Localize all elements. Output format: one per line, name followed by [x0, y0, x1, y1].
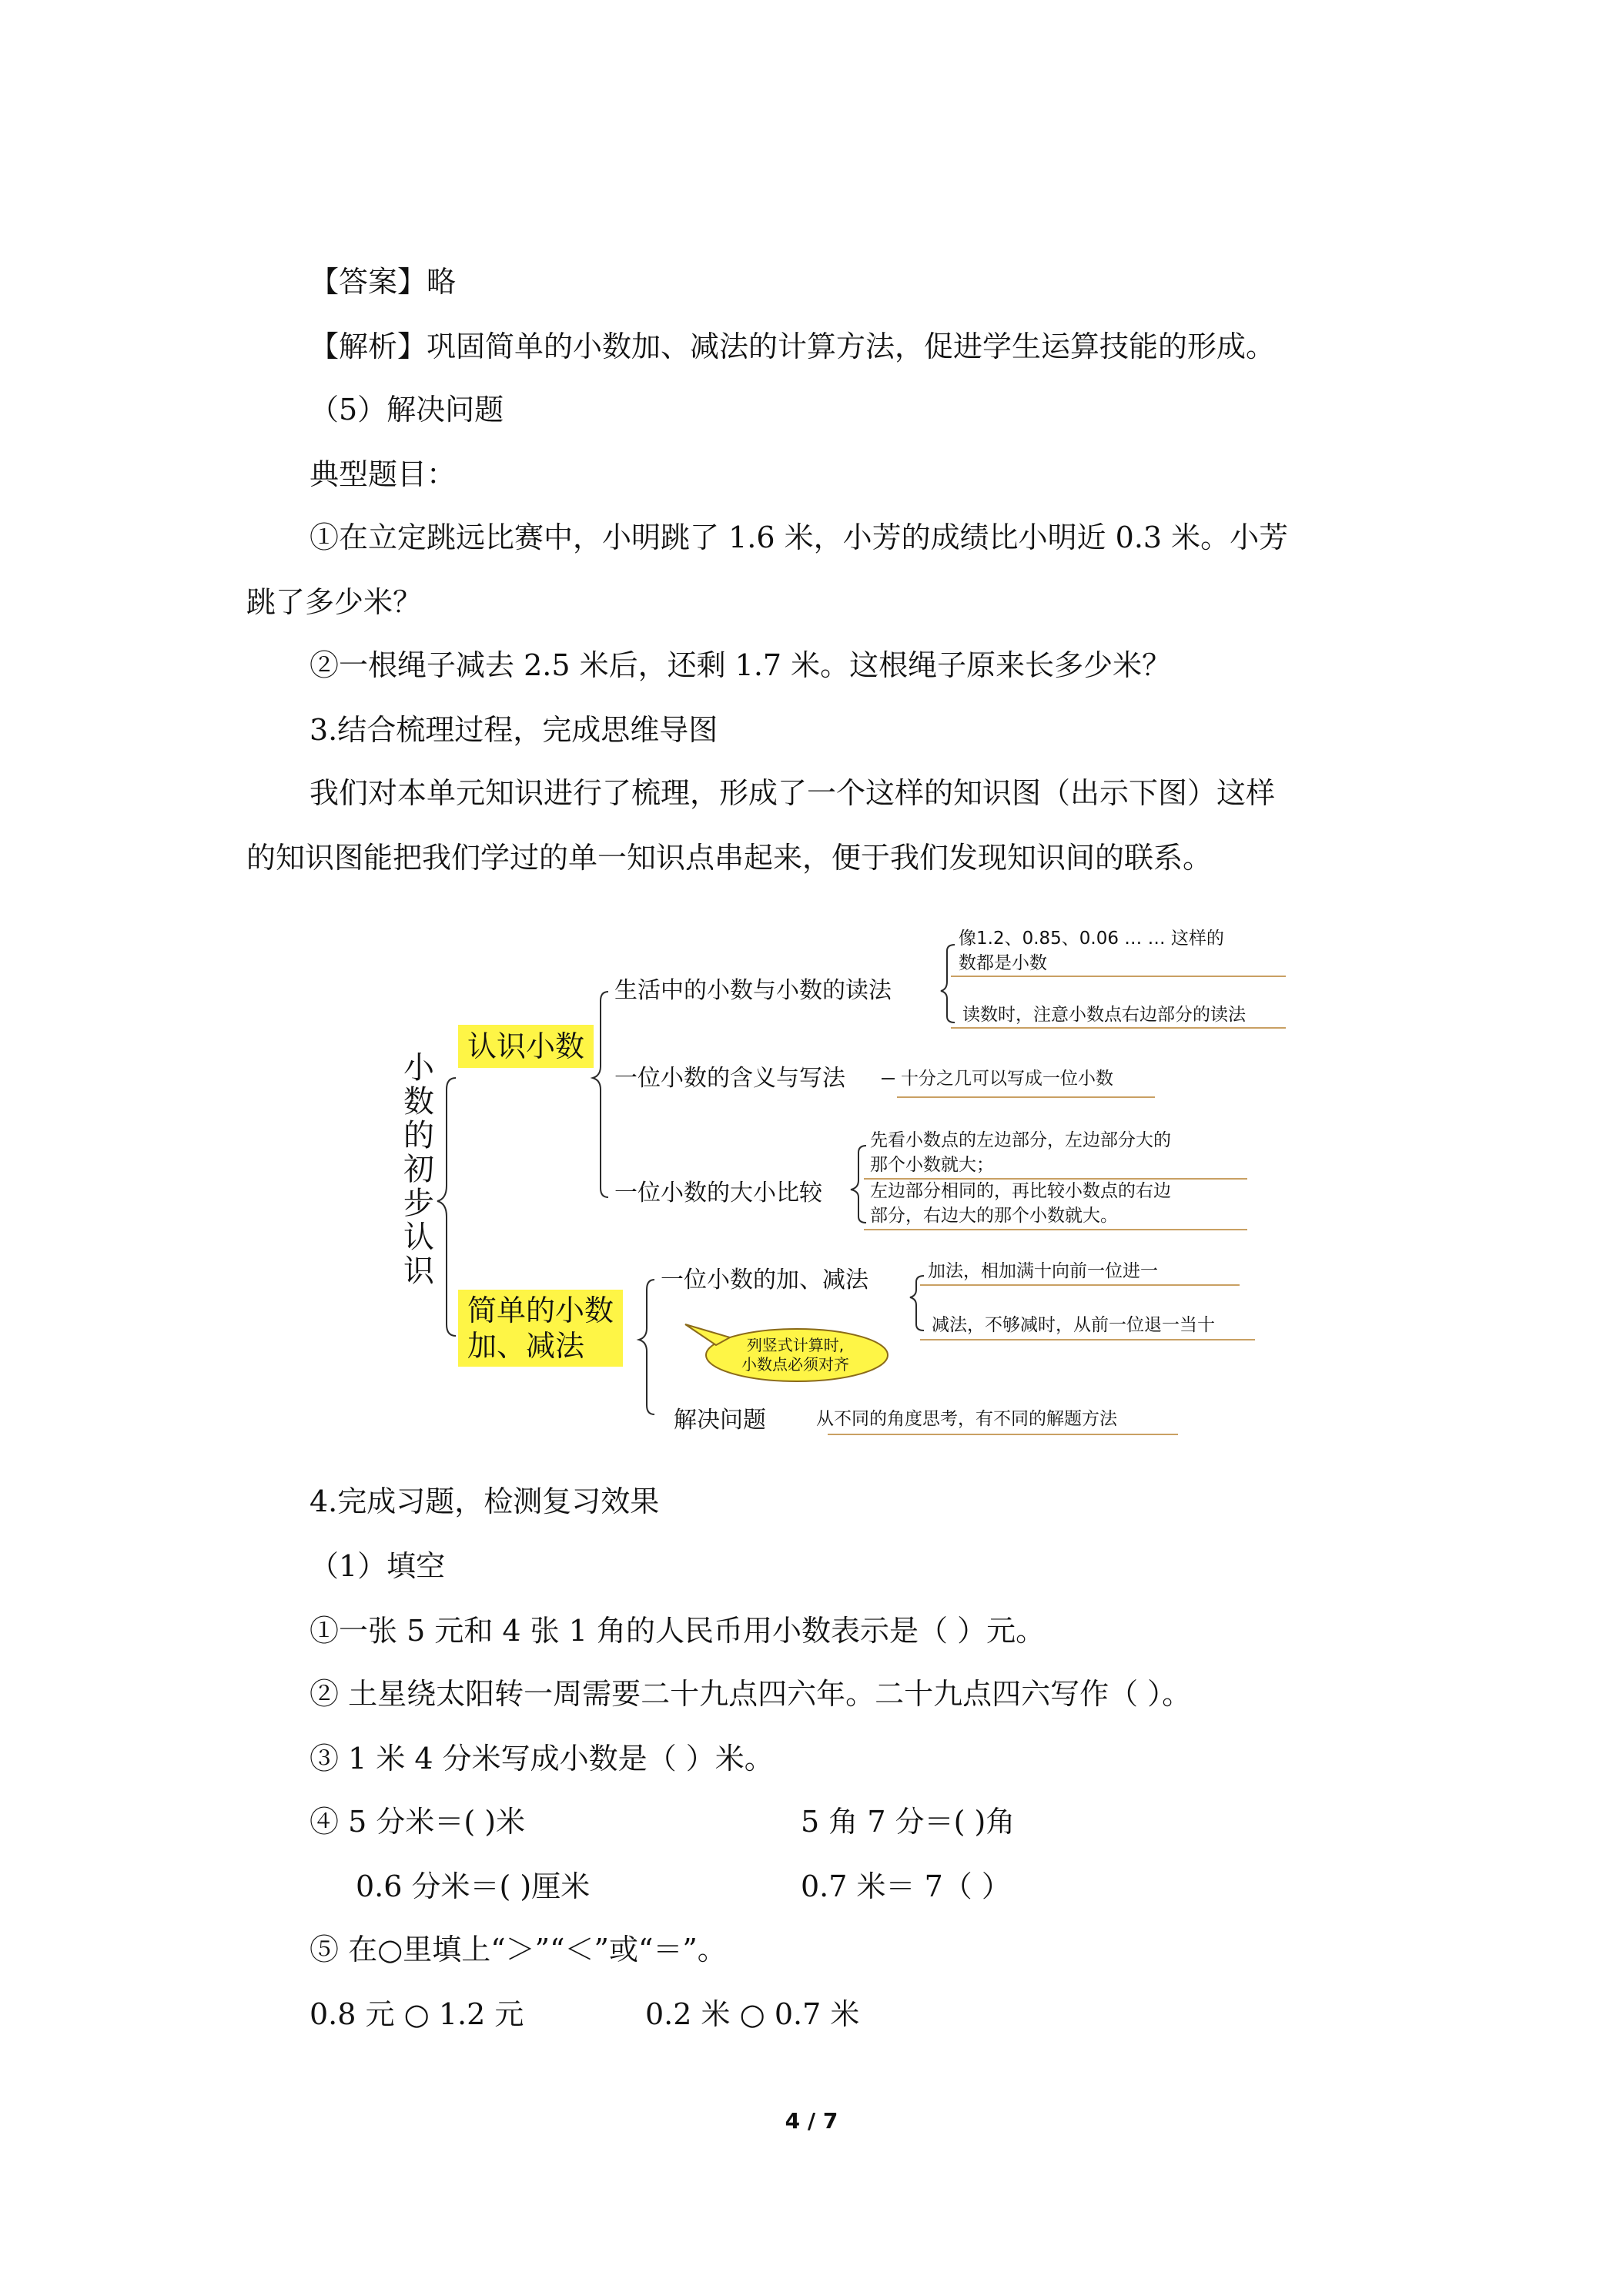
exercise-q2: ② 土星绕太阳转一周需要二十九点四六年。二十九点四六写作（ ）。 — [310, 1677, 1192, 1711]
section-heading: （5）解决问题 — [310, 393, 504, 427]
question-1-line-2: 跳了多少米？ — [246, 585, 423, 619]
branch-1-sub-1-leaf-1b: 数都是小数 — [959, 953, 1047, 973]
bubble-line-1: 列竖式计算时, — [746, 1336, 845, 1354]
step-4-heading: 4.完成习题，检测复习效果 — [310, 1484, 660, 1518]
branch-2-sub-2-leaf-1: 从不同的角度思考，有不同的解题方法 — [816, 1409, 1117, 1429]
exercise-q4b: 5 角 7 分＝( )角 — [801, 1805, 1016, 1839]
answer-line: 【答案】略 — [310, 265, 457, 299]
branch-2-sub-2: 解决问题 — [674, 1407, 766, 1434]
question-2: ②一根绳子减去 2.5 米后，还剩 1.7 米。这根绳子原来长多少米？ — [310, 648, 1172, 682]
branch-1-sub-3-leaf-2a: 左边部分相同的，再比较小数点的右边 — [870, 1181, 1171, 1201]
page-number: 4 / 7 — [785, 2108, 838, 2134]
exercise-q4a: ④ 5 分米＝( )米 — [310, 1805, 526, 1839]
question-1-line-1: ①在立定跳远比赛中，小明跳了 1.6 米，小芳的成绩比小明近 0.3 米。小芳 — [310, 520, 1289, 554]
fill-in-heading: （1）填空 — [310, 1549, 446, 1583]
bubble-line-2: 小数点必须对齐 — [741, 1355, 849, 1374]
branch-1-sub-3-leaf-1a: 先看小数点的左边部分，左边部分大的 — [870, 1130, 1171, 1150]
branch-1-sub-1-leaf-1a: 像1.2、0.85、0.06 … … 这样的 — [959, 929, 1224, 949]
branch-1-sub-1-leaf-2: 读数时，注意小数点右边部分的读法 — [962, 1005, 1246, 1025]
branch-2-sub-1-leaf-2: 减法，不够减时，从前一位退一当十 — [932, 1315, 1215, 1335]
branch-1-sub-3-leaf-2b: 部分，右边大的那个小数就大。 — [870, 1206, 1118, 1226]
mind-map-root: 小数的初步认识 — [403, 1050, 434, 1289]
bubble-note — [730, 1336, 861, 1374]
step-3-heading: 3.结合梳理过程，完成思维导图 — [310, 713, 718, 747]
branch-1-sub-3: 一位小数的大小比较 — [614, 1180, 822, 1207]
exercise-q4d: 0.7 米＝ 7（ ） — [801, 1869, 1011, 1903]
branch-2-sub-1-leaf-1: 加法，相加满十向前一位进一 — [928, 1261, 1158, 1281]
branch-1-sub-3-leaf-1b: 那个小数就大； — [870, 1155, 994, 1175]
branch-1-sub-2: 一位小数的含义与写法 — [614, 1065, 845, 1092]
paragraph-line-1: 我们对本单元知识进行了梳理，形成了一个这样的知识图（出示下图）这样 — [310, 776, 1276, 810]
branch-2-title — [458, 1290, 623, 1367]
branch-2-sub-1: 一位小数的加、减法 — [661, 1267, 868, 1294]
branch-2-title-line-2: 加、减法 — [467, 1329, 585, 1363]
exercise-q1: ①一张 5 元和 4 张 1 角的人民币用小数表示是（ ）元。 — [310, 1614, 1046, 1648]
exercise-q3: ③ 1 米 4 分米写成小数是（ ）米。 — [310, 1742, 774, 1776]
mind-map — [385, 912, 1309, 1467]
paragraph-line-2: 的知识图能把我们学过的单一知识点串起来，便于我们发现知识间的联系。 — [246, 841, 1213, 875]
analysis-line: 【解析】巩固简单的小数加、减法的计算方法，促进学生运算技能的形成。 — [310, 330, 1276, 363]
typical-questions-label: 典型题目： — [310, 457, 457, 491]
exercise-q5a: 0.8 元 ○ 1.2 元 — [310, 1997, 524, 2031]
branch-2-title-line-1: 简单的小数 — [467, 1294, 614, 1327]
exercise-q5b: 0.2 米 ○ 0.7 米 — [645, 1997, 860, 2031]
exercise-q4c: 0.6 分米＝( )厘米 — [356, 1869, 591, 1903]
exercise-q5: ⑤ 在○里填上“＞”“＜”或“＝”。 — [310, 1933, 727, 1966]
branch-1-title: 认识小数 — [458, 1025, 594, 1068]
branch-1-sub-1: 生活中的小数与小数的读法 — [614, 977, 892, 1004]
branch-1-sub-2-leaf-1: 十分之几可以写成一位小数 — [901, 1069, 1113, 1089]
